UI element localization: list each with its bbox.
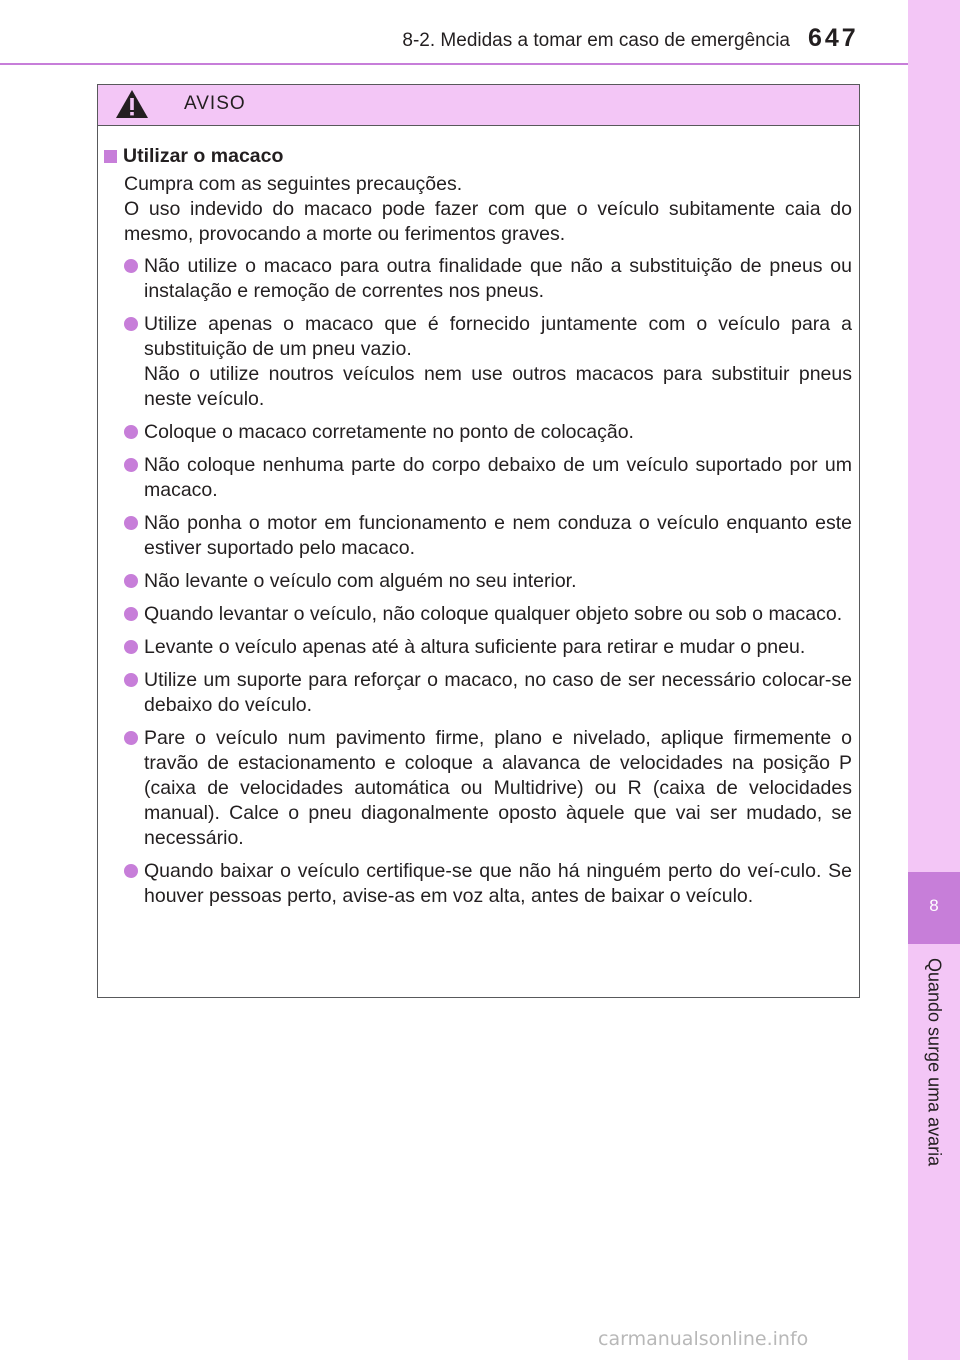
list-item-text: Não levante o veículo com alguém no seu interior. [144,570,577,592]
warning-header [98,85,859,126]
list-item [102,453,852,503]
watermark: carmanualsonline.info [598,1328,809,1350]
list-item [102,420,852,445]
list-item-text: Utilize um suporte para reforçar o macaco, no caso de ser necessário colocar-se debaixo do veículo. [144,669,852,716]
list-item [102,635,852,660]
header-divider [0,63,908,65]
list-item-text: Não utilize o macaco para outra finalidade que não a substituição de pneus ou instalação e remoção de correntes nos pneus. [144,255,852,302]
list-item [102,254,852,304]
bullet-dot-icon [124,864,138,878]
list-item-text: Levante o veículo apenas até à altura suficiente para retirar e mudar o pneu. [144,636,806,658]
side-tab-chapter-title: Quando surge uma avaria [924,958,945,1167]
list-item [102,668,852,718]
warning-box [97,84,860,998]
side-tab-chapter-number: 8 [929,896,939,915]
list-item-text: Utilize apenas o macaco que é fornecido juntamente com o veículo para a substituição de um pneu vazio. [144,313,852,360]
list-item-text: Não ponha o motor em funcionamento e nem conduza o veículo enquanto este estiver suportado pelo macaco. [144,512,852,559]
list-item [102,726,852,851]
list-item-text: Não o utilize noutros veículos nem use outros macacos para substituir pneus neste veículo. [144,363,852,410]
bullet-dot-icon [124,574,138,588]
bullet-dot-icon [124,259,138,273]
page-number: 647 [808,24,859,52]
bullet-dot-icon [124,317,138,331]
header-section-title: 8-2. Medidas a tomar em caso de emergência [402,30,790,51]
bullet-dot-icon [124,640,138,654]
list-item-text: Não coloque nenhuma parte do corpo debaixo de um veículo suportado por um macaco. [144,454,852,501]
bullet-dot-icon [124,673,138,687]
warning-triangle-icon [114,88,150,120]
square-bullet-icon [104,150,117,163]
list-item-text: Quando baixar o veículo certifique-se que não há ninguém perto do veí-culo. Se houver pessoas perto, avise-as em voz alta, antes de baixar o veículo. [144,860,852,907]
precautions-list [102,254,852,909]
intro-line: Cumpra com as seguintes precauções. [124,173,463,195]
list-item [102,511,852,561]
warning-label: AVISO [184,93,246,114]
bullet-dot-icon [124,458,138,472]
intro-line: O uso indevido do macaco pode fazer com que o veículo subitamente caia do mesmo, provocando a morte ou ferimentos graves. [124,198,852,245]
list-item-text: Quando levantar o veículo, não coloque qualquer objeto sobre ou sob o macaco. [144,603,843,625]
bullet-dot-icon [124,731,138,745]
list-item-text: Pare o veículo num pavimento firme, plano e nivelado, aplique firmemente o travão de estacionamento e coloque a alavanca de velocidades na posição P (caixa de velocidades automática ou Multidrive) ou R (caixa de velocidades manual). Calce o pneu diagonalmente oposto àquele que vai ser mudado, se necessário. [144,727,852,849]
list-item [102,859,852,909]
list-item-text: Coloque o macaco corretamente no ponto de colocação. [144,421,634,443]
list-item [102,569,852,594]
section-heading-text: Utilizar o macaco [123,145,284,167]
list-item [102,312,852,412]
intro-text [102,172,852,247]
warning-body [98,126,859,909]
list-item [102,602,852,627]
bullet-dot-icon [124,425,138,439]
bullet-dot-icon [124,607,138,621]
section-heading [102,144,852,169]
bullet-dot-icon [124,516,138,530]
